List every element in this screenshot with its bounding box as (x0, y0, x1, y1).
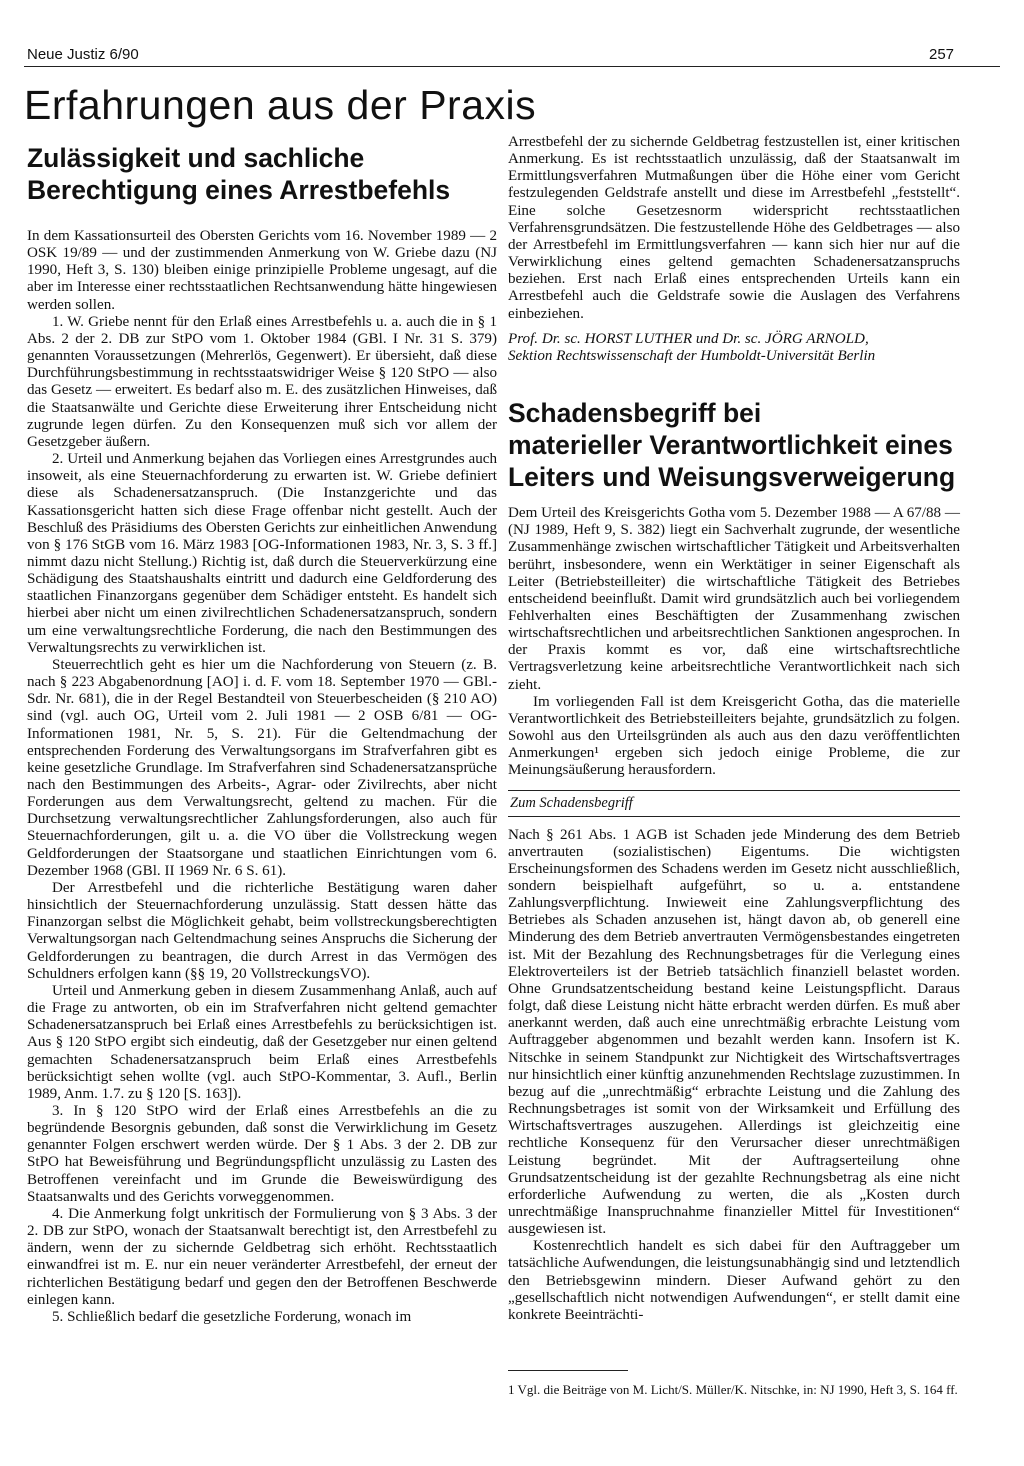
article2-intro-paragraph: Im vorliegenden Fall ist dem Kreisgericht Gotha, das die materielle Verantwortlichkeit des Betriebsteilleiters bejahte, grundsätzlich zu folgen. Sowohl aus den Urteilsgründen als auch aus den dazu veröffentlichten Anmerkungen¹ ergeben sich jedoch einige Probleme, die zur Meinungsäußerung herausfordern. (508, 693, 960, 779)
article2-title-line3: Leiters und Weisungsverweigerung (508, 462, 956, 493)
article2-title-line2: materieller Verantwortlichkeit eines (508, 430, 953, 461)
article2-body-paragraph: Kostenrechtlich handelt es sich dabei für den Auftraggeber um tatsächliche Aufwendungen, die leistungsunabhängig sind und letztendlich den Betriebsgewinn mindern. Dieser Aufwand gehört zu den „gesellschaftlich nicht notwendigen Aufwendungen“, er stellt damit eine konkrete Beeinträchti- (508, 1238, 960, 1323)
article1-paragraph: 1. W. Griebe nennt für den Erlaß eines Arrestbefehls u. a. auch die in § 1 Abs. 2 der 2. DB zur StPO vom 1. Oktober 1984 (GBl. I Nr. 31 S. 379) genannten Voraussetzungen (Mehrerlös, Gegenwert). Er übersieht, daß diese Durchführungsbestimmung in rechtsstaatswidriger Weise § 120 StPO — also das Gesetz — erweitert. Es bedarf also m. E. des zusätzlichen Hinweises, daß die Staatsanwälte und Gerichte diese Erweiterung ihrer Entscheidung nicht zugrunde legen dürfen. Zu den Konsequenzen muß sich vor allem der Gesetzgeber äußern. (27, 313, 497, 450)
article1-continuation: Arrestbefehl der zu sichernde Geldbetrag festzustellen ist, einer kritischen Anmerkung. Es ist rechtsstaatlich unzulässig, daß der Staatsanwalt im Ermittlungsverfahren Mutmaßungen über die Höhe einer vom Gericht festzulegenden Geldstrafe anstellt und diese im Arrestbefehl „feststellt“. Eine solche Gesetzesnorm widerspricht rechtsstaatlichen Verfahrensgrundsätzen. Die festzustellende Höhe des Geldbetrages — also der Arrestbefehl im Ermittlungsverfahren — kann sich hier nur auf die Verwirklichung eines geltend gemachten Schadenersatzanspruchs beziehen. Erst nach Erlaß eines entsprechenden Urteils kann ein Arrestbefehl auch die Geldstrafe sowie die Auslagen des Verfahrens einbeziehen. (508, 134, 960, 322)
left-column (27, 142, 497, 1326)
footnote: 1 Vgl. die Beiträge von M. Licht/S. Müller/K. Nitschke, in: NJ 1990, Heft 3, S. 164 ff. (508, 1382, 958, 1397)
article1-paragraph: 4. Die Anmerkung folgt unkritisch der Formulierung von § 3 Abs. 3 der 2. DB zur StPO, wonach der Staatsanwalt berechtigt ist, den Arrestbefehl zu ändern, wenn der zu sichernde Geldbetrag sich erhöht. Rechtsstaatlich einwandfrei ist m. E. nur ein neuer veränderter Arrestbefehl, der erneut der richterlichen Bestätigung bedarf und gegen den der Betroffenen Beschwerde einlegen kann. (27, 1205, 497, 1308)
footnote-rule (508, 1370, 628, 1371)
article1-paragraph: Steuerrechtlich geht es hier um die Nachforderung von Steuern (z. B. nach § 223 Abgabenordnung [AO] i. d. F. vom 18. September 1970 — GBl.-Sdr. Nr. 681), die in der Regel Bestandteil von Steuerbescheiden (§ 210 AO) sind (vgl. auch OG, Urteil vom 2. Juli 1981 — 2 OSB 6/81 — OG-Informationen 1981, Nr. 5, S. 21). Für die Geltendmachung der entsprechenden Forderung des Verwaltungsorgans im Strafverfahren gibt es keine gesetzliche Grundlage. Im Strafverfahren sind Schadenersatzansprüche nach den Bestimmungen des Arbeits-, Agrar- oder Zivilrechts, aber nicht Forderungen aus dem Verwaltungsrecht, geltend zu machen. Für die Durchsetzung verwaltungsrechtlicher Zahlungsforderungen, also auch für Steuernachforderungen, gilt u. a. die VO über die Vollstreckung wegen Geldforderungen der Staatsorgane und staatlichen Einrichtungen vom 6. Dezember 1968 (GBl. II 1969 Nr. 6 S. 61). (27, 656, 497, 879)
section-title: Erfahrungen aus der Praxis (24, 82, 537, 128)
article1-paragraph: 3. In § 120 StPO wird der Erlaß eines Arrestbefehls an die zu begründende Besorgnis gebunden, daß sonst die Verwirklichung im Gesetz genannter Folgen erschwert werden würde. Der § 1 Abs. 3 der 2. DB zur StPO hat Beweisführung und Begründungspflicht unzulässig zu Lasten des Betroffenen vereinfacht und im Grunde die Beweiswürdigung des Staatsanwalts und des Gerichts vorweggenommen. (27, 1102, 497, 1205)
article2-body-paragraph: Nach § 261 Abs. 1 AGB ist Schaden jede Minderung des dem Betrieb anvertrauten (sozialistischen) Eigentums. Die wichtigsten Erscheinungsformen des Schadens werden im Gesetz nicht ausschließlich, sondern beispielhaft aufgeführt, so u. a. entstandene Zahlungsverpflichtung. Inwieweit eine Zahlungsverpflichtung des Betriebes als Schaden anzusehen ist, hängt davon ab, ob generell eine Minderung des dem Betrieb anvertrauten Vermögensbestandes eingetreten ist. Mit der Bezahlung des Rechnungsbetrages für die Verlegung eines Elektroverteilers ist der Betrieb tatsächlich finanziell belastet worden. Ohne Grundsatzentscheidung bestand keine Leistungspflicht. Daraus folgt, daß diese Leistung nicht hätte erbracht werden dürfen. Es muß aber anerkannt werden, daß auch eine unrechtmäßig erbrachte Leistung vom Auftraggeber abgenommen und bezahlt werden kann. Insofern ist K. Nitschke in seinem Standpunkt zur Nichtigkeit des Wirtschaftsvertrages nur hinsichtlich einer künftig anzunehmenden Rechtslage zuzustimmen. In bezug auf die „unrechtmäßig“ erbrachte Leistung und die Zahlung des Rechnungsbetrages ist somit von der Wirksamkeit und Erfüllung des Wirtschaftsvertrages auszugehen. Allerdings ist gleichzeitig eine rechtliche Konsequenz für den Verursacher dieser unrechtmäßigen Leistung begründet. Mit der Auftragserteilung ohne Grundsatzentscheidung ist der gezahlte Rechnungsbetrag als eine nicht erforderliche Aufwendung zu werten, die als „Kosten durch unrechtmäßige Inanspruchnahme finanzieller Mittel für Investitionen“ ausgewiesen ist. (508, 826, 960, 1238)
article1-paragraph: Der Arrestbefehl und die richterliche Bestätigung waren daher hinsichtlich der Steuernachforderung unzulässig. Statt dessen hätte das Finanzorgan selbst die Möglichkeit gehabt, beim vollstreckungsberechtigten Verwaltungsorgan nach Geltendmachung seines Anspruchs die Sicherung der Geldforderungen zu beantragen, die durch Arrest in das Vermögen des Schuldners erfolgen kann (§§ 19, 20 VollstreckungsVO). (27, 879, 497, 982)
header-rule (24, 66, 1000, 67)
subheading: Zum Schadensbegriff (510, 794, 633, 811)
journal-issue: Neue Justiz 6/90 (27, 46, 139, 63)
article2-title-line1: Schadensbegriff bei (508, 398, 762, 429)
right-column (508, 134, 960, 1324)
article1-affiliation: Sektion Rechtswissenschaft der Humboldt-Universität Berlin (508, 347, 876, 364)
article1-title-line2: Berechtigung eines Arrestbefehls (27, 175, 451, 205)
article1-paragraph: 2. Urteil und Anmerkung bejahen das Vorliegen eines Arrestgrundes auch insoweit, als eine Steuernachforderung zu erwarten ist. W. Griebe definiert diese als Schadenersatzanspruch. (Die Instanzgerichte und das Kassationsgericht hatten sich diese Frage offenbar nicht gestellt. Auch der Beschluß des Präsidiums des Obersten Gerichts zur einheitlichen Anwendung von § 176 StGB vom 16. März 1983 [OG-Informationen 1983, Nr. 3, S. 3 ff.] nimmt dazu nicht Stellung.) Richtig ist, daß durch die Steuerverkürzung eine Schädigung des Staatshaushalts eintritt und dadurch eine Geldforderung des staatlichen Finanzorgans gegenüber dem Schädiger entsteht. Es handelt sich hierbei aber nicht um einen zivilrechtlichen Schadenersatzanspruch, sondern um eine verwaltungsrechtliche Forderung, die nach den Bestimmungen des Verwaltungsrechts zu verwirklichen ist. (27, 451, 497, 656)
article1-paragraph: 5. Schließlich bedarf die gesetzliche Forderung, wonach im (52, 1308, 412, 1325)
article1-paragraph: Urteil und Anmerkung geben in diesem Zusammenhang Anlaß, auch auf die Frage zu antworten, ob ein im Strafverfahren nicht geltend gemachter Schadenersatzanspruch bei Erlaß eines Arrestbefehls zu berücksichtigen ist. Aus § 120 StPO ergibt sich eindeutig, daß der Gesetzgeber nur einen geltend gemachten Schadenersatzanspruch beim Erlaß eines Arrestbefehls berücksichtigt sehen wollte (vgl. auch StPO-Kommentar, 3. Aufl., Berlin 1989, Anm. 1.7. zu § 120 [S. 163]). (27, 982, 497, 1102)
article1-paragraph: In dem Kassationsurteil des Obersten Gerichts vom 16. November 1989 — 2 OSK 19/89 — und der zustimmenden Anmerkung von W. Griebe dazu (NJ 1990, Heft 3, S. 130) bleiben einige prinzipielle Probleme ungesagt, auf die aber im Interesse einer rechtsstaatlichen Rechtsanwendung hätte hingewiesen werden sollen. (27, 228, 497, 313)
article1-authors: Prof. Dr. sc. HORST LUTHER und Dr. sc. JÖRG ARNOLD, (508, 330, 869, 347)
page-number: 257 (929, 46, 955, 63)
article1-title-line1: Zulässigkeit und sachliche (27, 143, 365, 173)
article2-intro-paragraph: Dem Urteil des Kreisgerichts Gotha vom 5. Dezember 1988 — A 67/88 — (NJ 1989, Heft 9, S. 382) liegt ein Sachverhalt zugrunde, der wesentliche Zusammenhänge zwischen wirtschaftlicher Tätigkeit und Arbeitsverhalten berührt, insbesondere, wenn ein Werktätiger in seiner Eigenschaft als Leiter (Betriebsteilleiter) die wirtschaftliche Tätigkeit des Betriebes entscheidend beeinflußt. Damit wird grundsätzlich auch bei vorliegendem Fehlverhalten eines Beschäftigten der Zusammenhang zwischen wirtschaftsrechtlichen und arbeitsrechtlichen Sanktionen angesprochen. In der Praxis kommt es vor, daß eine wirtschaftsrechtliche Vertragsverletzung keine arbeitsrechtliche Verantwortlichkeit nach sich zieht. (508, 505, 960, 693)
